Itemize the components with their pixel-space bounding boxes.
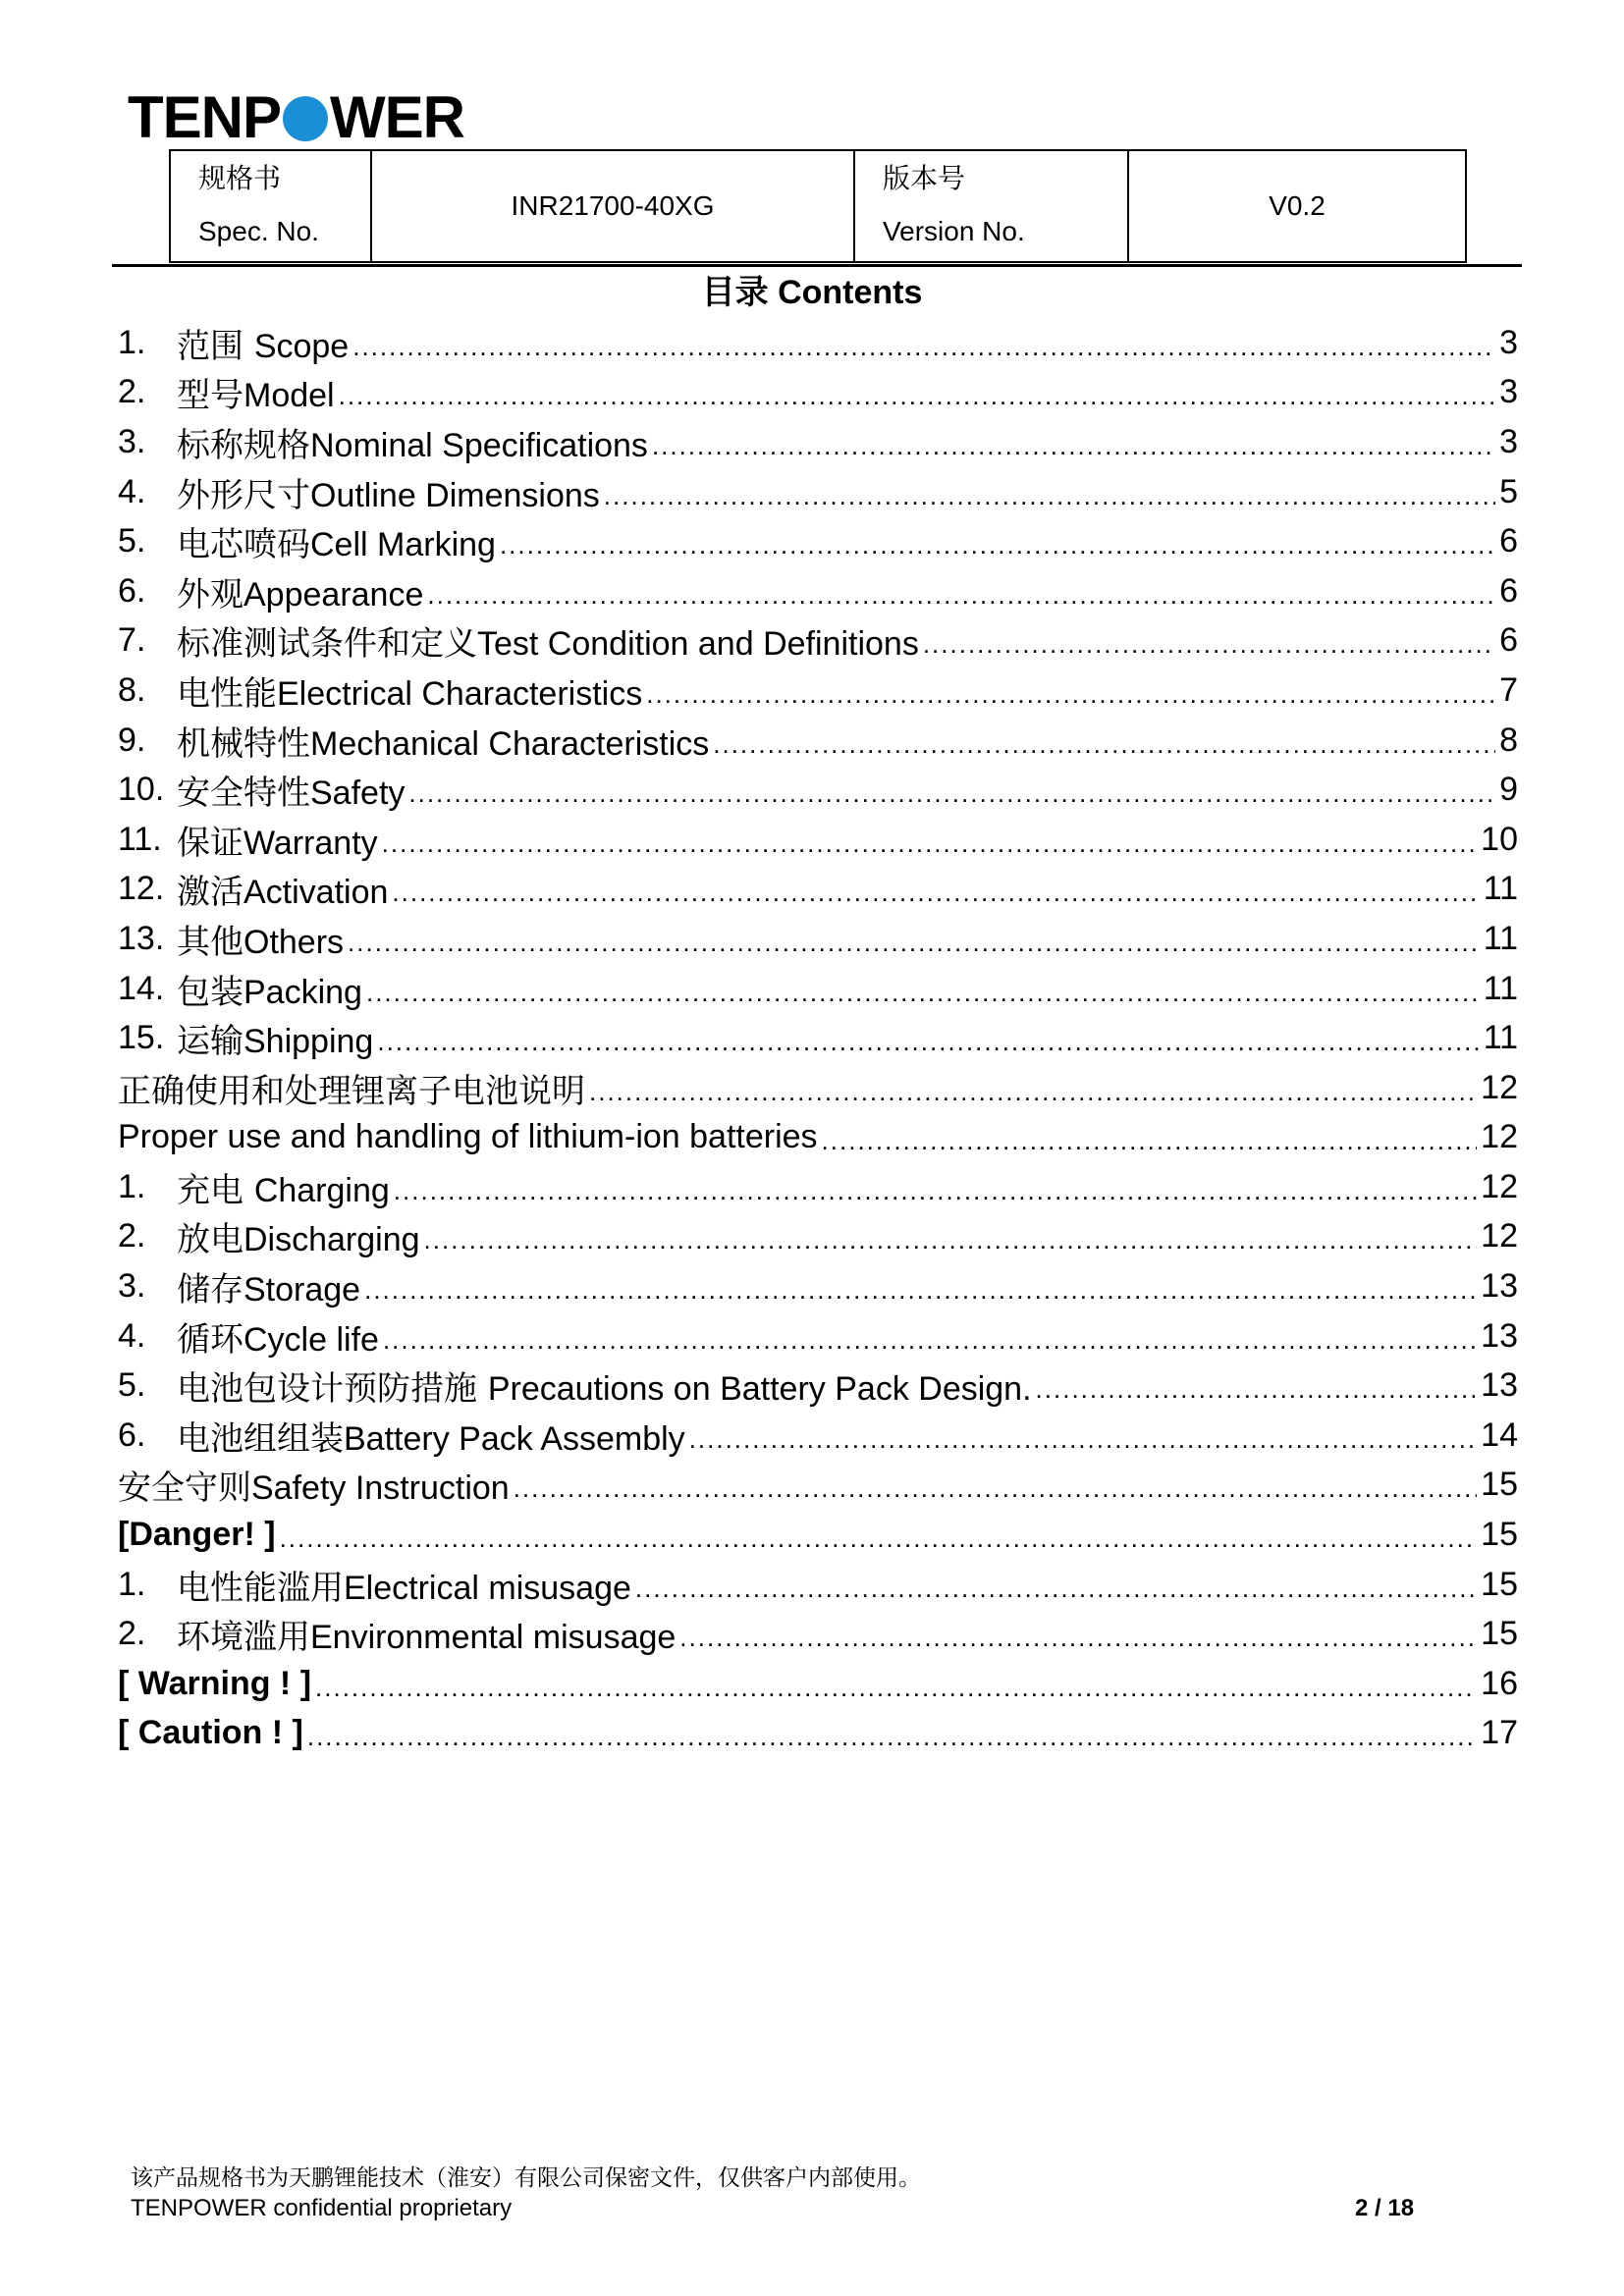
toc-entry[interactable] xyxy=(118,1560,1518,1610)
toc-entry-page: 12 xyxy=(1481,1068,1518,1106)
toc-entry-label-en: Electrical Characteristics xyxy=(277,674,643,713)
toc-dot-leader xyxy=(604,481,1495,511)
toc-entry-label xyxy=(177,517,496,565)
toc-entry-label-zh: 机械特性 xyxy=(177,723,310,764)
toc-entry-page: 15 xyxy=(1481,1615,1518,1653)
toc-entry-label-zh: 激活 xyxy=(177,873,244,913)
toc-entry-label-zh: 电池组组装 xyxy=(177,1418,344,1459)
version-label-en: Version No. xyxy=(883,216,1025,246)
toc-entry-number: 3. xyxy=(118,1267,146,1306)
confidential-notice-zh: 该产品规格书为天鹏锂能技术（淮安）有限公司保密文件，仅供客户内部使用。 xyxy=(131,2165,921,2191)
toc-entry[interactable] xyxy=(118,1709,1518,1759)
toc-entry-label-zh: 范围 xyxy=(177,326,254,366)
spec-value: INR21700-40XG xyxy=(511,190,715,221)
toc-entry-number: 12. xyxy=(118,870,165,908)
toc-entry-number: 6. xyxy=(118,1415,146,1454)
toc-entry-number: 5. xyxy=(118,1366,146,1405)
toc-entry-label-zh: 其他 xyxy=(177,922,244,962)
toc-entry-page: 6 xyxy=(1499,522,1518,561)
toc-entry[interactable] xyxy=(118,716,1518,766)
toc-entry-number: 3. xyxy=(118,422,146,460)
toc-entry[interactable] xyxy=(118,1411,1518,1461)
toc-dot-leader xyxy=(339,381,1495,411)
toc-entry-page: 11 xyxy=(1483,870,1518,908)
logo-text-right: WER xyxy=(330,84,465,150)
toc-dot-leader xyxy=(364,1275,1477,1306)
toc-entry-page: 13 xyxy=(1481,1366,1518,1405)
toc-dot-leader xyxy=(1036,1374,1478,1405)
toc-entry-page: 9 xyxy=(1499,771,1518,809)
logo-dot-icon xyxy=(283,96,328,141)
toc-entry-number: 13. xyxy=(118,919,165,957)
version-label-cell xyxy=(854,150,1128,262)
toc-entry-page: 13 xyxy=(1481,1267,1518,1306)
toc-entry-label-zh: 正确使用和处理锂离子电池说明 xyxy=(118,1071,585,1111)
toc-dot-leader xyxy=(500,530,1495,561)
toc-entry-label-en: Cycle life xyxy=(244,1320,379,1359)
toc-entry[interactable] xyxy=(118,616,1518,667)
toc-entry-label xyxy=(177,1312,379,1361)
toc-dot-leader xyxy=(352,332,1495,362)
toc-entry-label-en: Scope xyxy=(253,327,350,365)
toc-entry-label-en: Nominal Specifications xyxy=(310,426,648,464)
toc-entry-page: 16 xyxy=(1481,1664,1518,1702)
toc-entry-page: 6 xyxy=(1499,621,1518,660)
toc-entry-label-zh: 包装 xyxy=(177,972,244,1012)
toc-entry-page: 11 xyxy=(1483,919,1518,957)
toc-entry[interactable] xyxy=(118,368,1518,418)
toc-entry-page: 15 xyxy=(1481,1565,1518,1603)
toc-entry[interactable] xyxy=(118,566,1518,616)
toc-entry-label xyxy=(118,1714,303,1752)
toc-entry-label xyxy=(177,865,388,913)
toc-entry-label xyxy=(177,368,335,416)
toc-entry-number: 8. xyxy=(118,670,146,709)
toc-entry[interactable] xyxy=(118,1361,1518,1411)
toc-entry-number: 2. xyxy=(118,1615,146,1653)
toc-entry[interactable] xyxy=(118,1013,1518,1063)
toc-entry-label xyxy=(177,766,405,814)
toc-entry[interactable] xyxy=(118,1212,1518,1262)
toc-entry-number: 9. xyxy=(118,721,146,759)
toc-entry-label-zh: 标称规格 xyxy=(177,425,310,465)
toc-entry-label-en: Electrical misusage xyxy=(344,1569,631,1607)
toc-entry-page: 3 xyxy=(1499,373,1518,411)
toc-entry[interactable] xyxy=(118,318,1518,368)
spec-label-zh: 规格书 xyxy=(198,162,282,194)
toc-entry-label xyxy=(177,1610,676,1658)
spec-header-table xyxy=(169,149,1467,263)
toc-entry-label-zh: 充电 xyxy=(177,1170,254,1210)
toc-entry[interactable] xyxy=(118,914,1518,964)
toc-entry-label-zh: 环境滥用 xyxy=(177,1618,310,1658)
toc-entry-label-en: Environmental misusage xyxy=(310,1619,677,1657)
toc-entry[interactable] xyxy=(118,417,1518,467)
toc-entry-label-en: Charging xyxy=(253,1171,390,1209)
toc-entry-label xyxy=(118,1516,276,1554)
toc-entry[interactable] xyxy=(118,1609,1518,1659)
toc-entry-page: 15 xyxy=(1481,1466,1518,1504)
toc-dot-leader xyxy=(383,1325,1477,1356)
toc-title xyxy=(0,271,1624,314)
toc-dot-leader xyxy=(589,1077,1477,1107)
toc-entry-label xyxy=(177,816,378,864)
toc-entry-label-en: Battery Pack Assembly xyxy=(344,1419,685,1458)
toc-entry[interactable] xyxy=(118,1063,1518,1113)
toc-entry-label-zh: 储存 xyxy=(177,1270,244,1310)
version-value-cell xyxy=(1128,150,1466,262)
toc-entry-label xyxy=(177,616,919,665)
toc-entry-label-en: Appearance xyxy=(244,575,424,614)
toc-entry-label-zh: 安全守则 xyxy=(118,1468,251,1509)
toc-entry[interactable] xyxy=(118,964,1518,1014)
toc-dot-leader xyxy=(377,1027,1479,1057)
toc-entry-label xyxy=(177,1014,373,1062)
toc-entry-label-en: Storage xyxy=(244,1271,361,1309)
toc-entry-label-zh: 外形尺寸 xyxy=(177,475,310,515)
toc-entry-page: 10 xyxy=(1481,820,1518,858)
toc-entry[interactable] xyxy=(118,1659,1518,1709)
toc-entry-label-en: Model xyxy=(244,377,335,415)
toc-entry[interactable] xyxy=(118,1162,1518,1212)
toc-entry[interactable] xyxy=(118,1261,1518,1311)
toc-entry-number: 4. xyxy=(118,472,146,510)
toc-entry[interactable] xyxy=(118,666,1518,716)
toc-entry-page: 8 xyxy=(1499,721,1518,759)
toc-entry-label-en: Precautions on Battery Pack Design. xyxy=(487,1370,1032,1409)
toc-entry-label xyxy=(177,319,349,367)
toc-dot-leader xyxy=(394,1176,1477,1206)
toc-dot-leader xyxy=(689,1424,1477,1455)
toc-dot-leader xyxy=(646,679,1495,710)
toc-entry-page: 12 xyxy=(1481,1217,1518,1255)
toc-title-zh: 目录 xyxy=(701,273,769,312)
toc-entry-page: 3 xyxy=(1499,422,1518,460)
toc-entry-label-en: Activation xyxy=(244,874,389,912)
toc-entry-label xyxy=(177,915,344,963)
toc-entry-label-zh: 电池包设计预防措施 xyxy=(177,1369,488,1410)
toc-entry[interactable] xyxy=(118,1510,1518,1560)
toc-entry-page: 17 xyxy=(1481,1714,1518,1752)
toc-entry-page: 15 xyxy=(1481,1516,1518,1554)
toc-entry-label-en: [ Warning ! ] xyxy=(118,1664,312,1702)
toc-dot-leader xyxy=(307,1722,1477,1752)
toc-entry-page: 6 xyxy=(1499,571,1518,610)
toc-dot-leader xyxy=(392,878,1479,908)
toc-entry-label-en: Discharging xyxy=(244,1221,420,1259)
toc-entry-label-zh: 运输 xyxy=(177,1022,244,1062)
toc-dot-leader xyxy=(424,1225,1478,1255)
toc-entry[interactable] xyxy=(118,1311,1518,1362)
toc-entry-label xyxy=(177,1163,390,1211)
logo-text-left: TENP xyxy=(128,84,282,150)
toc-entry-number: 2. xyxy=(118,373,146,411)
toc-entry[interactable] xyxy=(118,815,1518,865)
toc-entry-label-en: Mechanical Characteristics xyxy=(310,724,710,763)
toc-entry[interactable] xyxy=(118,1461,1518,1511)
toc-entry-label-en: [ Caution ! ] xyxy=(118,1714,303,1752)
toc-dot-leader xyxy=(822,1126,1478,1156)
spec-label-en: Spec. No. xyxy=(198,216,319,246)
toc-entry-label xyxy=(177,1561,631,1609)
toc-entry-label xyxy=(177,1362,1032,1410)
toc-title-en: Contents xyxy=(778,274,923,311)
toc-entry-label xyxy=(118,1064,585,1112)
toc-entry-label xyxy=(118,1665,311,1703)
toc-dot-leader xyxy=(679,1623,1477,1653)
toc-entry-label-zh: 循环 xyxy=(177,1319,244,1360)
toc-entry-label-zh: 标准测试条件和定义 xyxy=(177,624,477,665)
toc-entry-label-zh: 保证 xyxy=(177,823,244,863)
toc-entry-label-en: Outline Dimensions xyxy=(310,476,600,514)
toc-entry[interactable] xyxy=(118,865,1518,915)
toc-entry-number: 7. xyxy=(118,621,146,660)
toc-dot-leader xyxy=(408,778,1495,809)
toc-entry-number: 1. xyxy=(118,1167,146,1205)
version-label-zh: 版本号 xyxy=(883,162,966,194)
toc-dot-leader xyxy=(427,580,1495,611)
toc-entry-number: 5. xyxy=(118,522,146,561)
toc-entry[interactable] xyxy=(118,1113,1518,1163)
toc-entry-label-en: [Danger! ] xyxy=(118,1516,276,1554)
toc-dot-leader xyxy=(366,978,1480,1008)
toc-entry-page: 11 xyxy=(1483,969,1518,1007)
toc-entry-label-zh: 安全特性 xyxy=(177,774,310,814)
toc-entry-number: 11. xyxy=(118,820,162,858)
toc-entry-label xyxy=(177,468,600,516)
toc-entry-number: 4. xyxy=(118,1316,146,1355)
toc-entry-number: 1. xyxy=(118,323,146,361)
toc-entry-label-en: Cell Marking xyxy=(310,526,496,564)
toc-entry-label-zh: 外观 xyxy=(177,574,244,614)
toc-entry-label xyxy=(177,418,648,466)
toc-entry-label-en: Warranty xyxy=(244,824,378,862)
confidential-notice-en: TENPOWER confidential proprietary xyxy=(131,2195,513,2221)
toc-entry-label xyxy=(177,1262,360,1310)
toc-entry-label xyxy=(177,717,709,765)
toc-entry-label-en: Shipping xyxy=(244,1023,374,1061)
toc-entry-page: 12 xyxy=(1481,1167,1518,1205)
toc-dot-leader xyxy=(635,1574,1477,1604)
toc-dot-leader xyxy=(280,1523,1478,1554)
header-divider xyxy=(112,264,1522,267)
toc-entry-label xyxy=(118,1461,510,1509)
toc-list xyxy=(118,318,1518,1758)
page-indicator: 2 / 18 xyxy=(1355,2195,1415,2221)
toc-dot-leader xyxy=(315,1673,1477,1703)
toc-entry-label-en: Others xyxy=(244,923,345,961)
toc-entry-label xyxy=(177,1212,420,1260)
toc-entry-label-zh: 放电 xyxy=(177,1220,244,1260)
company-logo xyxy=(128,84,465,150)
toc-entry-label-zh: 电性能滥用 xyxy=(177,1568,344,1608)
toc-entry-page: 5 xyxy=(1499,472,1518,510)
toc-entry-label-en: Test Condition and Definitions xyxy=(477,625,919,664)
toc-dot-leader xyxy=(514,1473,1477,1504)
toc-entry-label-zh: 电性能 xyxy=(177,673,277,714)
toc-dot-leader xyxy=(713,729,1495,760)
toc-entry-label xyxy=(118,1118,818,1156)
toc-dot-leader xyxy=(348,928,1480,958)
toc-dot-leader xyxy=(923,629,1495,660)
toc-entry-number: 1. xyxy=(118,1565,146,1603)
toc-entry-page: 14 xyxy=(1481,1415,1518,1454)
toc-entry[interactable] xyxy=(118,467,1518,517)
toc-entry-page: 7 xyxy=(1499,670,1518,709)
toc-entry-page: 11 xyxy=(1483,1019,1518,1057)
toc-entry-label-en: Proper use and handling of lithium-ion batteries xyxy=(118,1118,818,1156)
toc-entry-number: 2. xyxy=(118,1217,146,1255)
spec-value-cell xyxy=(371,150,854,262)
toc-entry-page: 3 xyxy=(1499,323,1518,361)
toc-entry[interactable] xyxy=(118,516,1518,566)
toc-entry-number: 14. xyxy=(118,969,165,1007)
toc-entry-number: 15. xyxy=(118,1019,165,1057)
toc-entry-label-en: Packing xyxy=(244,973,362,1011)
toc-entry-label-en: Safety xyxy=(310,774,406,813)
toc-entry-label xyxy=(177,965,362,1013)
toc-entry-number: 10. xyxy=(118,771,165,809)
toc-entry-label-zh: 电芯喷码 xyxy=(177,525,310,565)
spec-label-cell xyxy=(170,150,371,262)
toc-entry-label xyxy=(177,667,642,715)
toc-entry-label xyxy=(177,567,423,615)
toc-entry-label xyxy=(177,1412,685,1460)
toc-dot-leader xyxy=(382,828,1478,859)
toc-entry-number: 6. xyxy=(118,571,146,610)
toc-entry[interactable] xyxy=(118,765,1518,815)
toc-entry-label-zh: 型号 xyxy=(177,376,244,416)
toc-entry-page: 13 xyxy=(1481,1316,1518,1355)
toc-entry-page: 12 xyxy=(1481,1118,1518,1156)
toc-entry-label-en: Safety Instruction xyxy=(251,1469,510,1508)
toc-dot-leader xyxy=(652,431,1495,461)
version-value: V0.2 xyxy=(1269,190,1326,221)
